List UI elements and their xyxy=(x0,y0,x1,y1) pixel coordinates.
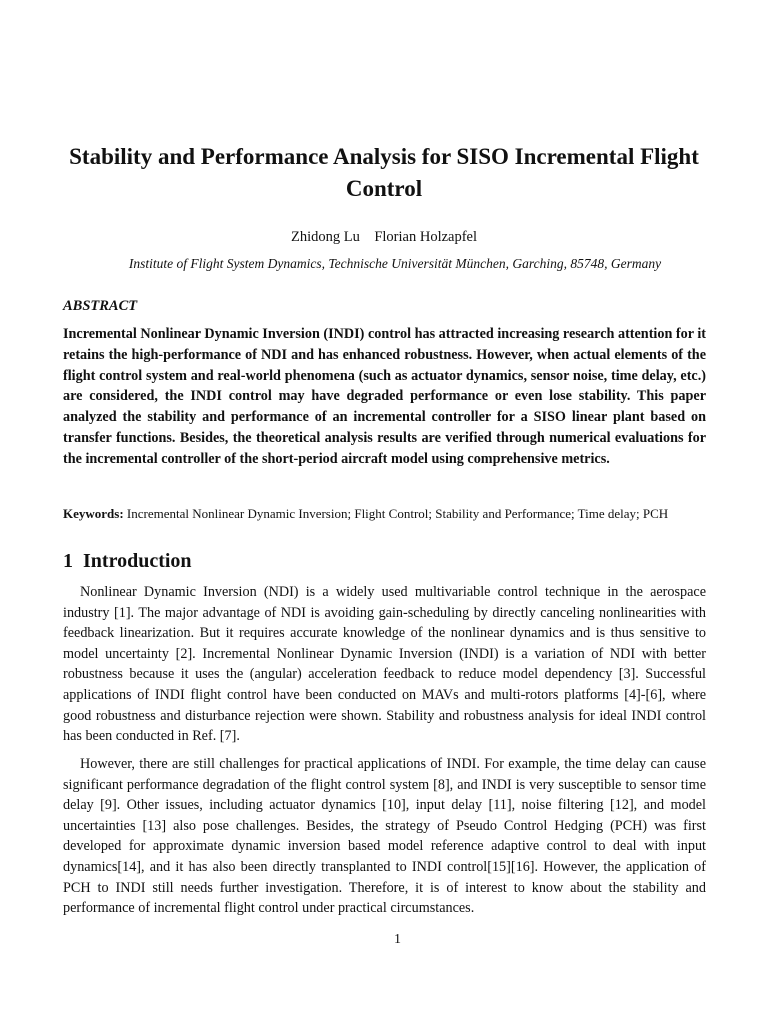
paper-title: Stability and Performance Analysis for SISO Incremental Flight Control xyxy=(69,144,699,201)
keywords-line xyxy=(63,505,723,523)
intro-paragraph: However, there are still challenges for practical applications of INDI. For example, the time delay can cause significant performance degradation of the flight control system [8], and INDI is very susceptible to sensor time delay [9]. Other issues, including actuator dynamics [10], input delay [11], noise filtering [12], and model uncertainties [13] also pose challenges. Besides, the strategy of Pseudo Control Hedging (PCH) was first developed for approximate dynamic inversion based model reference adaptive control to deal with input dynamics[14], and it has also been directly transplanted to INDI control[15][16]. However, the application of PCH to INDI still needs further investigation. Therefore, it is of interest to know about the stability and performance of incremental flight control under practical circumstances. xyxy=(63,756,706,917)
intro-paragraph: Nonlinear Dynamic Inversion (NDI) is a widely used multivariable control technique in the aerospace industry [1]. The major advantage of NDI is avoiding gain-scheduling by directly canceling nonlinearities with feedback linearization. But it requires accurate knowledge of the nonlinear dynamics and is thus sensitive to model uncertainty [2]. Incremental Nonlinear Dynamic Inversion (INDI) is a variation of NDI with better robustness because it uses the (angular) acceleration feedback to reduce model dependency [3]. Successful applications of INDI flight control have been conducted on MAVs and multi-rotors platforms [4]-[6], where good robustness and disturbance rejection were shown. Stability and robustness analysis for ideal INDI control has been conducted in Ref. [7]. xyxy=(63,584,706,745)
section-heading-introduction: 1 Introduction xyxy=(63,550,192,572)
keywords-label: Keywords: xyxy=(63,506,124,521)
affiliation: Institute of Flight System Dynamics, Technische Universität München, Garching, 85748, Germany xyxy=(128,256,662,271)
abstract-heading: ABSTRACT xyxy=(63,298,138,314)
abstract-text: Incremental Nonlinear Dynamic Inversion (INDI) control has attracted increasing research attention for it retains the high-performance of NDI and has enhanced robustness. However, when actual elements of the flight control system and real-world phenomena (such as actuator dynamics, sensor noise, time delay, etc.) are considered, the INDI control may have degraded performance or even lose stability. This paper analyzed the stability and performance of an incremental controller for a SISO linear plant based on transfer functions. Besides, the theoretical analysis results are verified through numerical evaluations for the incremental controller of the short-period aircraft model using comprehensive metrics. xyxy=(63,326,706,467)
author-list: Zhidong Lu Florian Holzapfel xyxy=(290,229,478,245)
keywords-text: Incremental Nonlinear Dynamic Inversion; Flight Control; Stability and Performance; Time delay; PCH xyxy=(123,506,669,521)
page-number: 1 xyxy=(394,932,401,947)
